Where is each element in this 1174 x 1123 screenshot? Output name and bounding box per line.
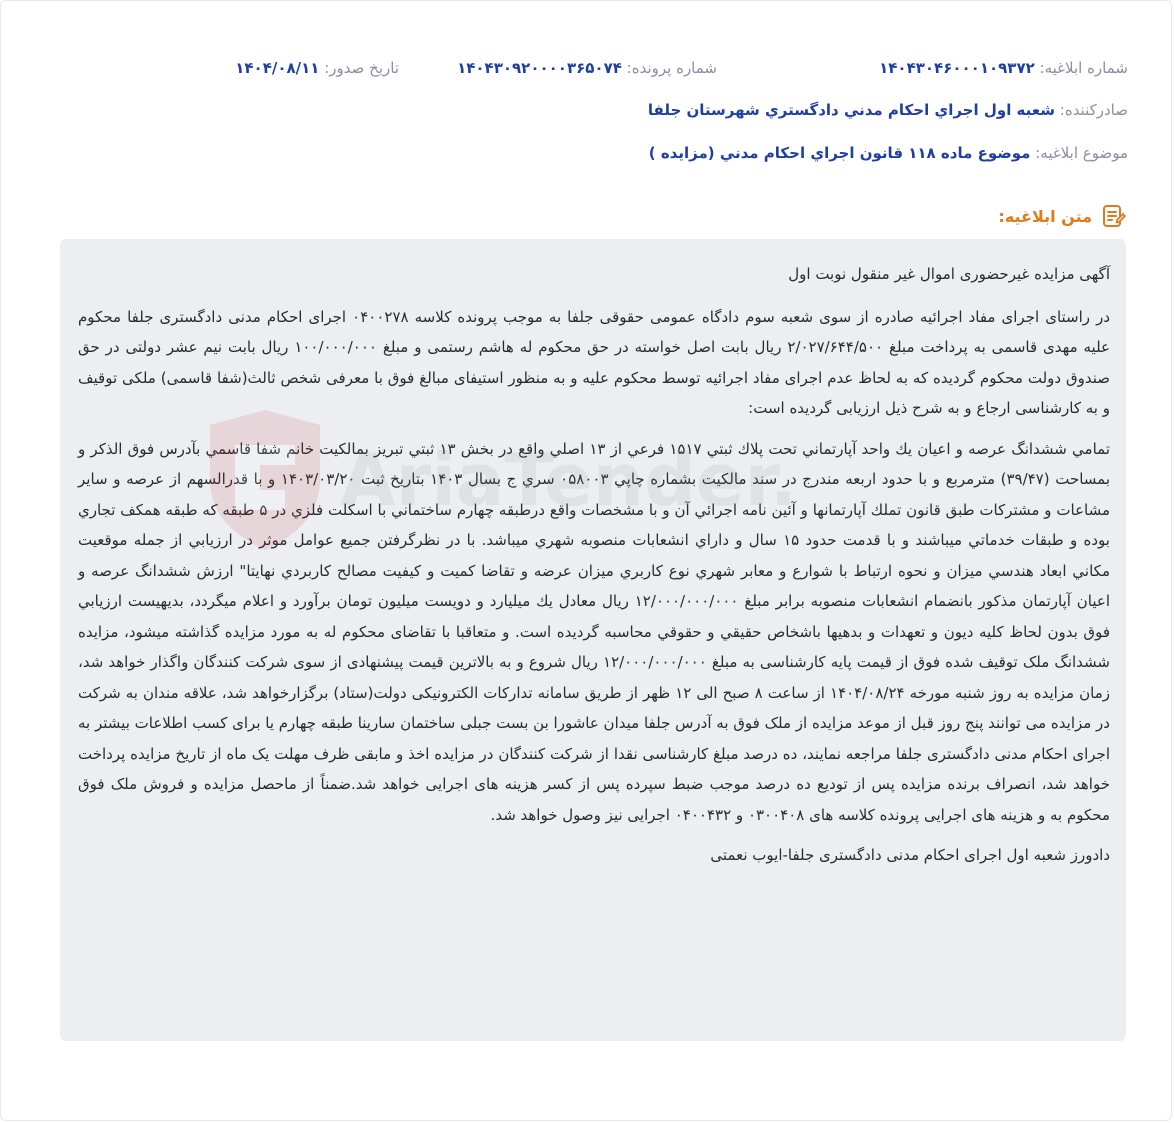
notice-body (60, 239, 1126, 1041)
case-number-label: شماره پرونده: (626, 59, 717, 77)
notice-body-paragraph-1: در راستای اجرای مفاد اجرائیه صادره از سوی شعبه سوم دادگاه عمومی حقوقی جلفا به موجب پرونده کلاسه ۰۴۰۰۲۷۸ اجرای احکام مدنی دادگستری جلفا محکوم علیه مهدی قاسمی به پرداخت مبلغ ۲/۰۲۷/۶۴۴/۵۰۰ ریال بابت اصل خواسته در حق محکوم له هاشم رستمی و مبلغ ۱۰۰/۰۰۰/۰۰۰ ریال بابت نیم عشر دولتی در حق صندوق دولت محکوم گردیده که به لحاظ عدم اجرای مفاد اجرائیه توسط محکوم علیه و به منظور استیفای مبالغ فوق با معرفی شخص ثالث(شفا قاسمی) ملکی توقیف و به کارشناسی ارجاع و به شرح ذیل ارزیابی گردیده است: (78, 307, 1110, 417)
meta-row-issuer (46, 101, 1128, 119)
issuer-value: شعبه اول اجراي احكام مدني دادگستري شهرستان جلفا (647, 101, 1055, 119)
issue-date-label: تاریخ صدور: (324, 59, 399, 77)
notice-number (879, 59, 1128, 77)
notice-text-heading (998, 203, 1126, 229)
notice-number-label: شماره ابلاغیه: (1039, 59, 1128, 77)
case-number (457, 59, 717, 77)
notice-number-value: ۱۴۰۴۳۰۴۶۰۰۰۱۰۹۳۷۲ (879, 59, 1035, 77)
meta-row-subject (46, 144, 1128, 162)
subject-label: موضوع ابلاغیه: (1035, 144, 1128, 162)
issue-date (235, 59, 399, 77)
subject-value: موضوع ماده ۱۱۸ قانون اجراي احكام مدني (مزايده ) (648, 144, 1031, 162)
document-text-icon (1100, 203, 1126, 229)
issue-date-value: ۱۴۰۴/۰۸/۱۱ (235, 59, 320, 77)
notice-text-title: متن ابلاغیه: (998, 206, 1092, 226)
issuer-label: صادرکننده: (1059, 101, 1128, 119)
notice-body-title: آگهی مزایده غیرحضوری اموال غیر منقول نوبت اول (788, 265, 1110, 283)
notice-body-paragraph-2: تمامي ششدانگ عرصه و اعيان يك واحد آپارتماني تحت پلاك ثبتي ۱۵۱۷ فرعي از ۱۳ اصلي واقع در بخش ۱۳ ثبتي تبريز بمالكيت خانم شفا قاسمي بآدرس فوق الذكر و بمساحت (۳۹/۴۷) مترمربع و با حدود اربعه مندرج در سند مالكيت بشماره چاپي ۰۵۸۰۰۳ سري ج بسال ۱۴۰۳ بتاريخ ثبت ۱۴۰۳/۰۳/۲۰ و با قدرالسهم از عرصه و ساير مشاعات و مشتركات طبق قانون تملك آپارتمانها و آئين نامه اجرائي آن و با مشخصات واقع درطبقه چهارم ساختماني با اسكلت فلزي در ۵ طبقه كه طبقه همكف تجاري بوده و طبقات خدماتي ميباشند و با قدمت حدود ۱۵ سال و داراي انشعابات منصوبه شهري ميباشد. با در نظرگرفتن جميع عوامل موثر در ارزيابي از جمله موقعيت مكاني ابعاد هندسي ميزان و نحوه ارتباط با شوارع و معابر شهري نوع كاربري ميزان عرضه و تقاضا كميت و كيفيت مصالح كاربردي نهايتا" ارزش ششدانگ عرصه و اعيان آپارتمان مذكور بانضمام انشعابات منصوبه برابر مبلغ ۱۲/۰۰۰/۰۰۰/۰۰۰ ريال معادل يك ميليارد و دويست ميليون تومان برآورد و اعلام ميگردد، بديهيست ارزيابي فوق بدون لحاظ كليه ديون و تعهدات و بدهيها باشخاص حقيقي و حقوقي محاسبه گرديده است. و متعاقبا با تقاضای محکوم له به مورد مزایده گذاشته میشود، مزایده ششدانگ ملک توقیف شده فوق از قیمت پایه کارشناسی به مبلغ ۱۲/۰۰۰/۰۰۰/۰۰۰ ریال شروع و به بالاترین قیمت پیشنهادی از سوی شرکت کنندگان واگذار خواهد شد، زمان مزایده به روز شنبه مورخه ۱۴۰۴/۰۸/۲۴ از ساعت ۸ صبح الی ۱۲ ظهر از طریق سامانه تدارکات الکترونیکی دولت(ستاد) برگزارخواهد شد، علاقه مندان به شرکت در مزایده می توانند پنج روز قبل از موعد مزایده از ملک فوق به آدرس جلفا میدان عاشورا بن بست جبلی ساختمان سارینا طبقه چهارم یا برای کسب اطلاعات بیشتر به اجرای احکام مدنی دادگستری جلفا مراجعه نمایند، ده درصد مبلغ کارشناسی نقدا از شرکت کنندگان در مزایده اخذ و مابقی ظرف مهلت یک ماه از تاریخ مزایده پرداخت خواهد شد، انصراف برنده مزایده پس از تودیع ده درصد موجب ضبط سپرده پس از کسر هزینه های اجرایی خواهد شد.ضمناً از ماحصل مزایده و فروش ملک فوق محکوم به و هزینه های اجرایی پرونده کلاسه های ۰۳۰۰۴۰۸ و ۰۴۰۰۴۳۲ اجرایی نیز وصول خواهد شد. (78, 439, 1111, 824)
notice-body-signature: دادورز شعبه اول اجرای احکام مدنی دادگستری جلفا-ایوب نعمتی (710, 846, 1110, 864)
case-number-value: ۱۴۰۴۳۰۹۲۰۰۰۰۳۶۵۰۷۴ (457, 59, 622, 77)
